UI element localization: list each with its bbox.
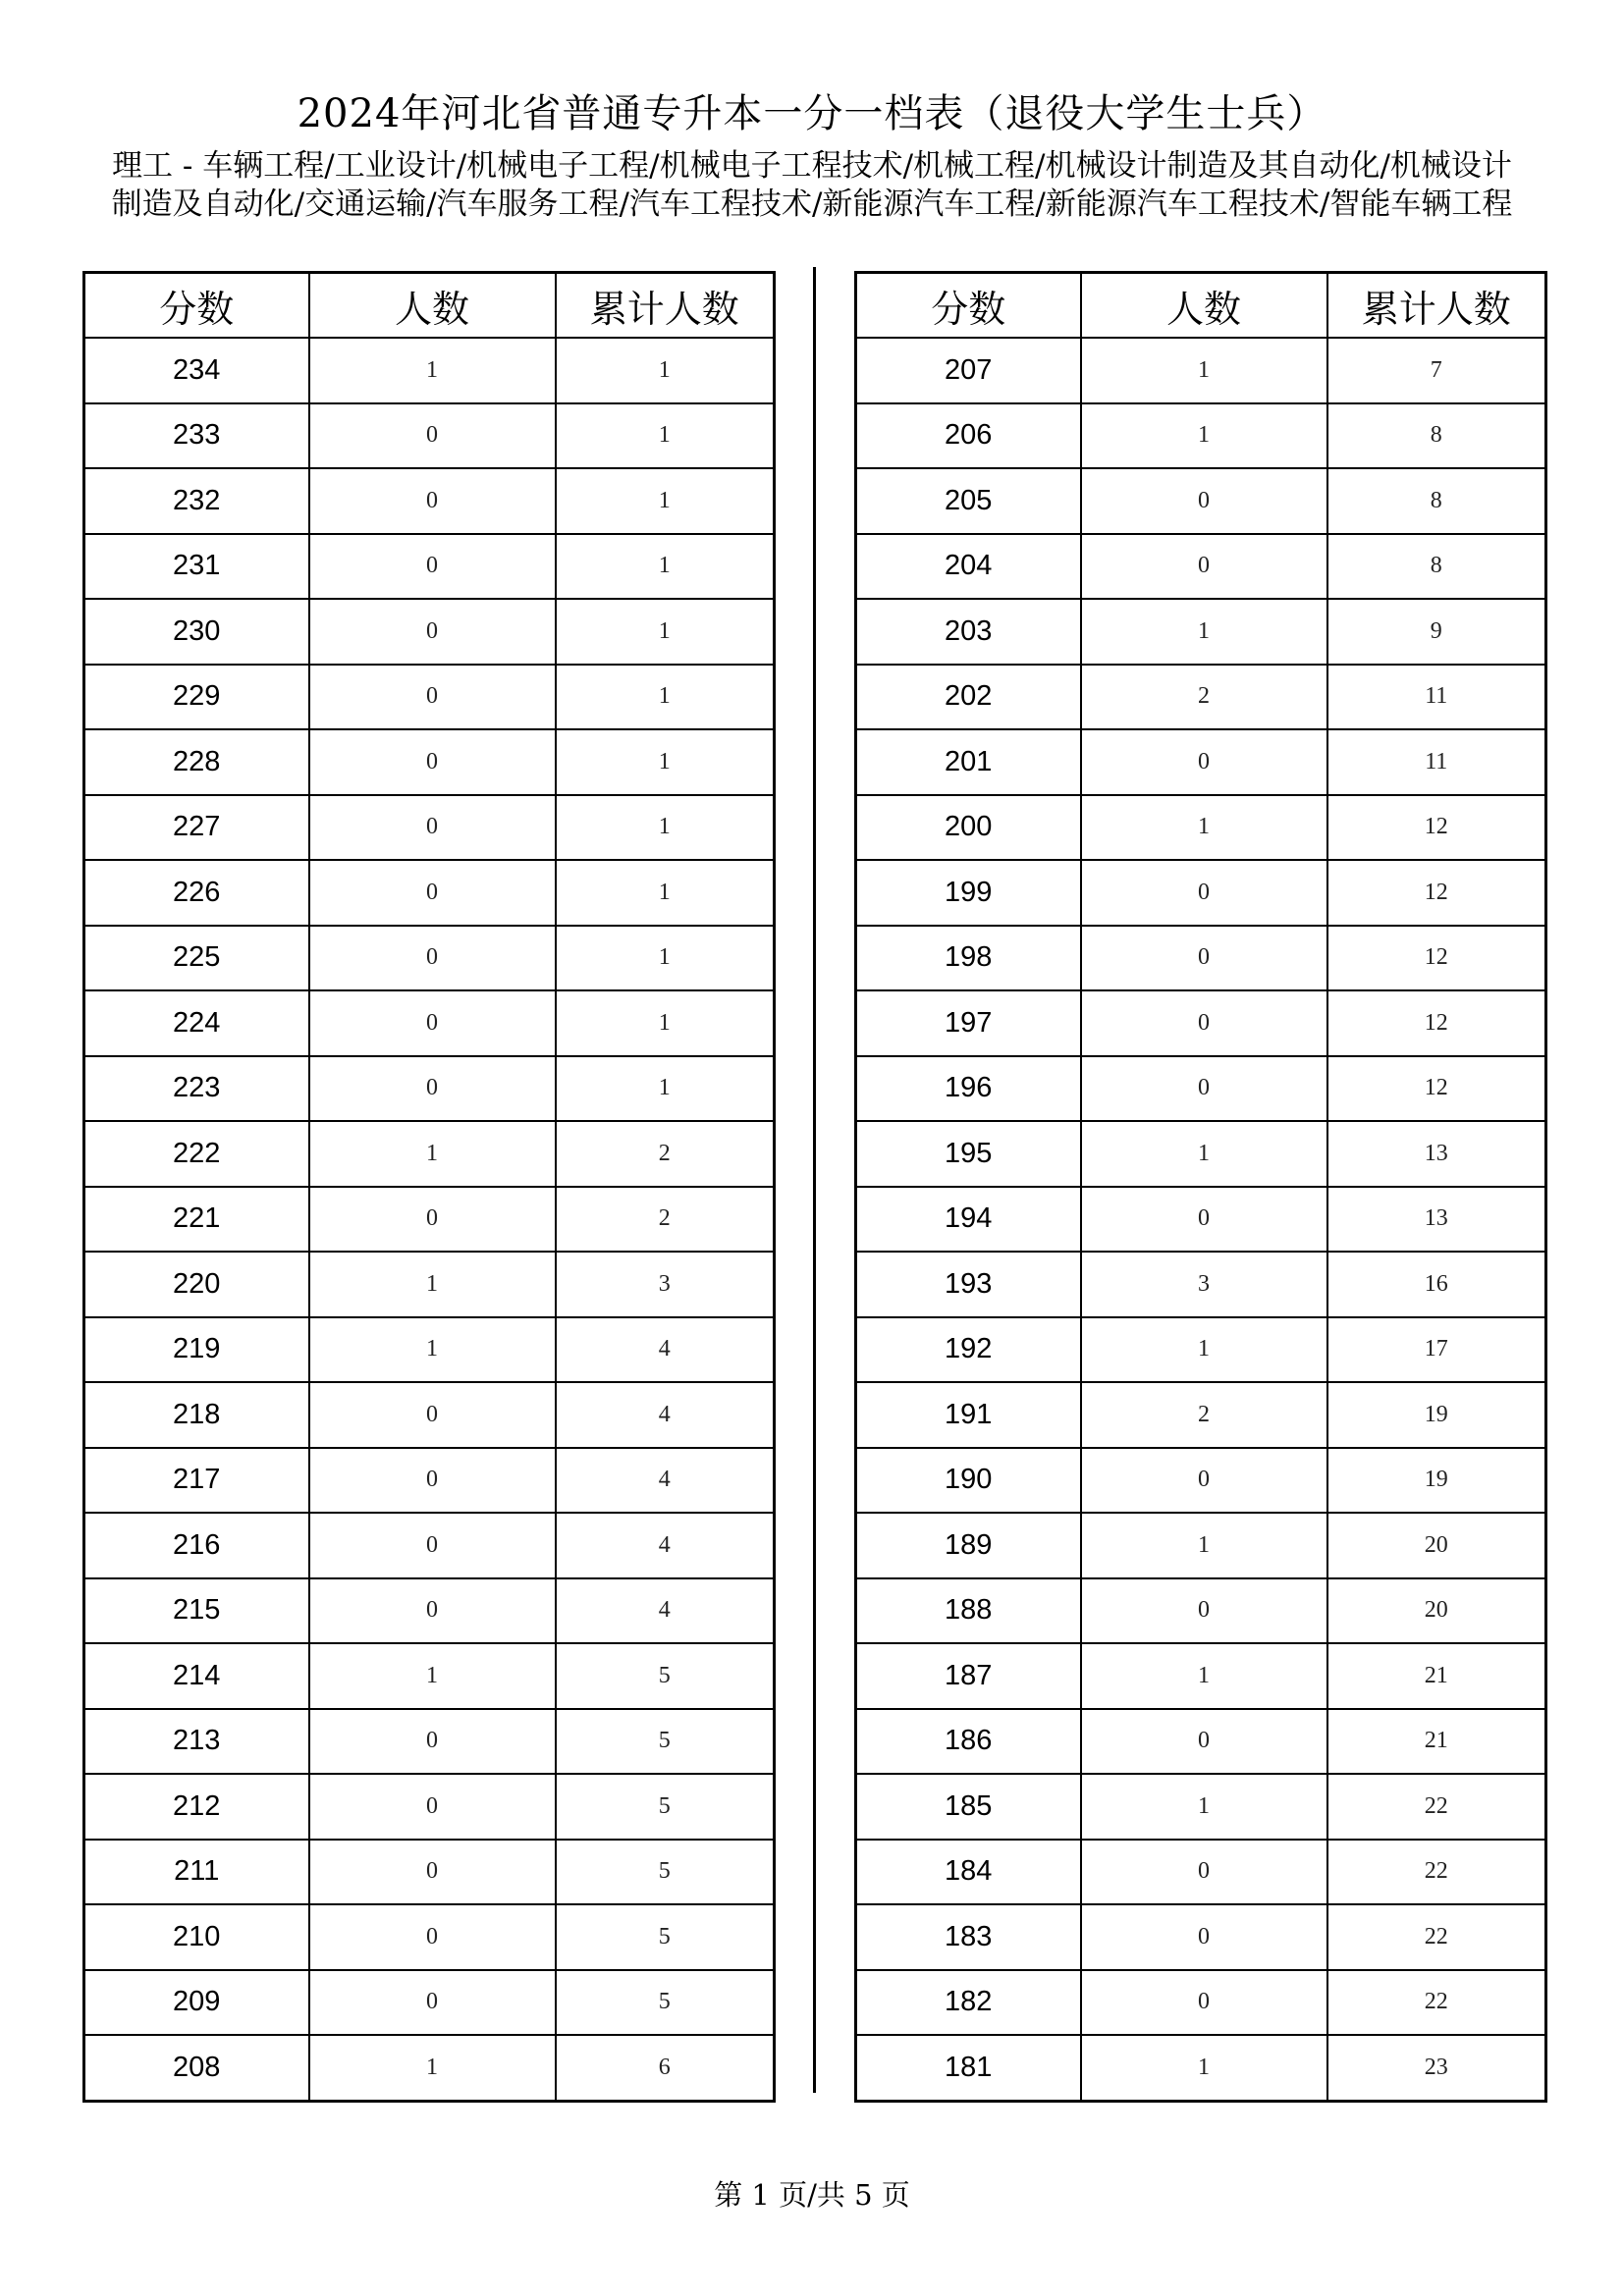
- score-cell: 234: [84, 338, 309, 403]
- score-table-right: [854, 271, 1547, 2103]
- cumulative-cell: 1: [556, 795, 775, 861]
- table-row: [856, 468, 1546, 534]
- count-cell: 2: [1081, 665, 1327, 730]
- score-cell: 232: [84, 468, 309, 534]
- cumulative-cell: 5: [556, 1709, 775, 1775]
- cumulative-cell: 12: [1327, 1056, 1546, 1122]
- header-cumulative: 累计人数: [1327, 273, 1546, 339]
- table-row: [84, 1774, 775, 1840]
- score-cell: 200: [856, 795, 1081, 861]
- score-cell: 210: [84, 1904, 309, 1970]
- count-cell: 1: [1081, 2035, 1327, 2101]
- page-subtitle: 理工 - 车辆工程/工业设计/机械电子工程/机械电子工程技术/机械工程/机械设计制造及其自动化/机械设计制造及自动化/交通运输/汽车服务工程/汽车工程技术/新能源汽车工程/新能源汽车工程技术/智能车辆工程: [111, 148, 1513, 222]
- table-row: [856, 599, 1546, 665]
- cumulative-cell: 11: [1327, 665, 1546, 730]
- count-cell: 0: [309, 860, 556, 926]
- cumulative-cell: 2: [556, 1121, 775, 1187]
- cumulative-cell: 1: [556, 1056, 775, 1122]
- table-row: [856, 729, 1546, 795]
- score-cell: 203: [856, 599, 1081, 665]
- count-cell: 1: [309, 1121, 556, 1187]
- score-cell: 228: [84, 729, 309, 795]
- table-row: [856, 1187, 1546, 1253]
- count-cell: 1: [309, 2035, 556, 2101]
- table-row: [84, 1121, 775, 1187]
- cumulative-cell: 5: [556, 1643, 775, 1709]
- count-cell: 0: [309, 1840, 556, 1905]
- count-cell: 0: [309, 990, 556, 1056]
- table-row: [856, 1121, 1546, 1187]
- count-cell: 0: [309, 403, 556, 469]
- score-cell: 224: [84, 990, 309, 1056]
- table-row: [84, 990, 775, 1056]
- count-cell: 1: [309, 338, 556, 403]
- cumulative-cell: 1: [556, 729, 775, 795]
- count-cell: 0: [1081, 1904, 1327, 1970]
- cumulative-cell: 12: [1327, 926, 1546, 991]
- count-cell: 0: [309, 1056, 556, 1122]
- count-cell: 0: [1081, 1840, 1327, 1905]
- cumulative-cell: 9: [1327, 599, 1546, 665]
- cumulative-cell: 1: [556, 403, 775, 469]
- cumulative-cell: 5: [556, 1774, 775, 1840]
- cumulative-cell: 11: [1327, 729, 1546, 795]
- score-cell: 227: [84, 795, 309, 861]
- score-cell: 214: [84, 1643, 309, 1709]
- score-cell: 220: [84, 1252, 309, 1317]
- cumulative-cell: 4: [556, 1317, 775, 1383]
- cumulative-cell: 22: [1327, 1840, 1546, 1905]
- count-cell: 0: [309, 665, 556, 730]
- score-cell: 191: [856, 1382, 1081, 1448]
- score-cell: 196: [856, 1056, 1081, 1122]
- score-cell: 199: [856, 860, 1081, 926]
- count-cell: 1: [1081, 795, 1327, 861]
- count-cell: 0: [1081, 1056, 1327, 1122]
- score-cell: 204: [856, 534, 1081, 600]
- header-count: 人数: [1081, 273, 1327, 339]
- cumulative-cell: 4: [556, 1513, 775, 1578]
- score-cell: 193: [856, 1252, 1081, 1317]
- cumulative-cell: 19: [1327, 1382, 1546, 1448]
- score-cell: 223: [84, 1056, 309, 1122]
- cumulative-cell: 1: [556, 534, 775, 600]
- table-row: [84, 926, 775, 991]
- table-row: [84, 1904, 775, 1970]
- count-cell: 0: [1081, 1448, 1327, 1514]
- cumulative-cell: 2: [556, 1187, 775, 1253]
- cumulative-cell: 16: [1327, 1252, 1546, 1317]
- count-cell: 0: [309, 599, 556, 665]
- score-cell: 219: [84, 1317, 309, 1383]
- table-row: [856, 990, 1546, 1056]
- score-cell: 187: [856, 1643, 1081, 1709]
- table-row: [84, 1513, 775, 1578]
- score-cell: 208: [84, 2035, 309, 2101]
- cumulative-cell: 13: [1327, 1187, 1546, 1253]
- cumulative-cell: 21: [1327, 1709, 1546, 1775]
- count-cell: 0: [309, 926, 556, 991]
- table-row: [84, 338, 775, 403]
- table-row: [84, 468, 775, 534]
- score-cell: 185: [856, 1774, 1081, 1840]
- cumulative-cell: 12: [1327, 795, 1546, 861]
- header-score: 分数: [856, 273, 1081, 339]
- cumulative-cell: 19: [1327, 1448, 1546, 1514]
- table-row: [856, 665, 1546, 730]
- score-cell: 192: [856, 1317, 1081, 1383]
- cumulative-cell: 1: [556, 860, 775, 926]
- cumulative-cell: 8: [1327, 403, 1546, 469]
- table-row: [856, 1448, 1546, 1514]
- count-cell: 3: [1081, 1252, 1327, 1317]
- score-cell: 225: [84, 926, 309, 991]
- table-row: [84, 1840, 775, 1905]
- count-cell: 0: [309, 1774, 556, 1840]
- count-cell: 0: [309, 1578, 556, 1644]
- count-cell: 1: [1081, 1643, 1327, 1709]
- count-cell: 1: [1081, 1774, 1327, 1840]
- score-cell: 211: [84, 1840, 309, 1905]
- table-header-row: [84, 273, 775, 339]
- header-score: 分数: [84, 273, 309, 339]
- table-row: [84, 1643, 775, 1709]
- count-cell: 0: [1081, 990, 1327, 1056]
- count-cell: 0: [1081, 729, 1327, 795]
- cumulative-cell: 1: [556, 665, 775, 730]
- table-row: [856, 795, 1546, 861]
- count-cell: 0: [1081, 1970, 1327, 2036]
- header-count: 人数: [309, 273, 556, 339]
- cumulative-cell: 8: [1327, 468, 1546, 534]
- count-cell: 1: [1081, 1513, 1327, 1578]
- table-row: [84, 665, 775, 730]
- table-row: [84, 534, 775, 600]
- count-cell: 2: [1081, 1382, 1327, 1448]
- cumulative-cell: 20: [1327, 1513, 1546, 1578]
- table-row: [84, 729, 775, 795]
- table-row: [856, 338, 1546, 403]
- cumulative-cell: 17: [1327, 1317, 1546, 1383]
- count-cell: 1: [1081, 1317, 1327, 1383]
- count-cell: 0: [1081, 1709, 1327, 1775]
- cumulative-cell: 5: [556, 1970, 775, 2036]
- count-cell: 0: [309, 729, 556, 795]
- cumulative-cell: 4: [556, 1382, 775, 1448]
- table-row: [84, 1970, 775, 2036]
- score-cell: 182: [856, 1970, 1081, 2036]
- table-row: [84, 1382, 775, 1448]
- score-cell: 226: [84, 860, 309, 926]
- score-cell: 189: [856, 1513, 1081, 1578]
- cumulative-cell: 20: [1327, 1578, 1546, 1644]
- cumulative-cell: 1: [556, 468, 775, 534]
- cumulative-cell: 1: [556, 599, 775, 665]
- table-row: [84, 1252, 775, 1317]
- score-cell: 222: [84, 1121, 309, 1187]
- score-cell: 201: [856, 729, 1081, 795]
- page-title: 2024年河北省普通专升本一分一档表（退役大学生士兵）: [297, 91, 1327, 136]
- cumulative-cell: 12: [1327, 990, 1546, 1056]
- cumulative-cell: 12: [1327, 860, 1546, 926]
- count-cell: 0: [1081, 860, 1327, 926]
- table-row: [856, 1578, 1546, 1644]
- count-cell: 1: [309, 1317, 556, 1383]
- cumulative-cell: 3: [556, 1252, 775, 1317]
- score-cell: 212: [84, 1774, 309, 1840]
- count-cell: 0: [1081, 1578, 1327, 1644]
- page-footer: 第 1 页/共 5 页: [714, 2178, 910, 2212]
- table-row: [84, 1578, 775, 1644]
- table-row: [84, 1187, 775, 1253]
- score-cell: 186: [856, 1709, 1081, 1775]
- count-cell: 0: [309, 468, 556, 534]
- count-cell: 1: [1081, 1121, 1327, 1187]
- table-row: [856, 1643, 1546, 1709]
- cumulative-cell: 8: [1327, 534, 1546, 600]
- table-row: [856, 860, 1546, 926]
- count-cell: 1: [1081, 599, 1327, 665]
- table-row: [84, 795, 775, 861]
- score-cell: 221: [84, 1187, 309, 1253]
- cumulative-cell: 1: [556, 990, 775, 1056]
- cumulative-cell: 22: [1327, 1904, 1546, 1970]
- table-row: [856, 926, 1546, 991]
- score-cell: 202: [856, 665, 1081, 730]
- score-cell: 218: [84, 1382, 309, 1448]
- count-cell: 1: [1081, 403, 1327, 469]
- column-divider: [813, 267, 816, 2093]
- score-cell: 216: [84, 1513, 309, 1578]
- score-cell: 198: [856, 926, 1081, 991]
- table-row: [856, 1056, 1546, 1122]
- cumulative-cell: 4: [556, 1448, 775, 1514]
- score-cell: 205: [856, 468, 1081, 534]
- table-row: [84, 1709, 775, 1775]
- count-cell: 0: [309, 1513, 556, 1578]
- score-table-left: [82, 271, 776, 2103]
- cumulative-cell: 23: [1327, 2035, 1546, 2101]
- count-cell: 0: [309, 534, 556, 600]
- count-cell: 0: [1081, 1187, 1327, 1253]
- header-cumulative: 累计人数: [556, 273, 775, 339]
- count-cell: 0: [309, 1187, 556, 1253]
- table-row: [856, 1970, 1546, 2036]
- table-row: [856, 534, 1546, 600]
- score-cell: 213: [84, 1709, 309, 1775]
- count-cell: 1: [309, 1643, 556, 1709]
- cumulative-cell: 1: [556, 338, 775, 403]
- cumulative-cell: 21: [1327, 1643, 1546, 1709]
- table-row: [856, 1317, 1546, 1383]
- count-cell: 0: [309, 1904, 556, 1970]
- table-row: [856, 1774, 1546, 1840]
- count-cell: 0: [309, 1448, 556, 1514]
- score-cell: 184: [856, 1840, 1081, 1905]
- score-cell: 183: [856, 1904, 1081, 1970]
- table-row: [84, 599, 775, 665]
- table-row: [84, 1056, 775, 1122]
- score-cell: 188: [856, 1578, 1081, 1644]
- cumulative-cell: 5: [556, 1904, 775, 1970]
- cumulative-cell: 22: [1327, 1774, 1546, 1840]
- score-cell: 181: [856, 2035, 1081, 2101]
- cumulative-cell: 4: [556, 1578, 775, 1644]
- table-row: [856, 1382, 1546, 1448]
- count-cell: 0: [1081, 468, 1327, 534]
- table-row: [84, 1317, 775, 1383]
- table-row: [856, 1904, 1546, 1970]
- table-row: [856, 1513, 1546, 1578]
- cumulative-cell: 7: [1327, 338, 1546, 403]
- table-row: [856, 403, 1546, 469]
- count-cell: 0: [309, 1970, 556, 2036]
- table-row: [856, 1840, 1546, 1905]
- score-cell: 197: [856, 990, 1081, 1056]
- cumulative-cell: 13: [1327, 1121, 1546, 1187]
- score-cell: 217: [84, 1448, 309, 1514]
- score-cell: 207: [856, 338, 1081, 403]
- cumulative-cell: 6: [556, 2035, 775, 2101]
- table-row: [84, 403, 775, 469]
- score-cell: 190: [856, 1448, 1081, 1514]
- score-cell: 229: [84, 665, 309, 730]
- count-cell: 1: [309, 1252, 556, 1317]
- count-cell: 0: [1081, 534, 1327, 600]
- count-cell: 0: [309, 795, 556, 861]
- score-cell: 230: [84, 599, 309, 665]
- score-cell: 209: [84, 1970, 309, 2036]
- score-cell: 195: [856, 1121, 1081, 1187]
- table-row: [856, 1709, 1546, 1775]
- count-cell: 0: [309, 1709, 556, 1775]
- score-cell: 215: [84, 1578, 309, 1644]
- cumulative-cell: 1: [556, 926, 775, 991]
- count-cell: 0: [309, 1382, 556, 1448]
- table-row: [856, 2035, 1546, 2101]
- table-header-row: [856, 273, 1546, 339]
- table-row: [856, 1252, 1546, 1317]
- score-cell: 231: [84, 534, 309, 600]
- table-row: [84, 2035, 775, 2101]
- table-row: [84, 860, 775, 926]
- score-cell: 194: [856, 1187, 1081, 1253]
- table-row: [84, 1448, 775, 1514]
- score-cell: 233: [84, 403, 309, 469]
- count-cell: 0: [1081, 926, 1327, 991]
- count-cell: 1: [1081, 338, 1327, 403]
- cumulative-cell: 5: [556, 1840, 775, 1905]
- cumulative-cell: 22: [1327, 1970, 1546, 2036]
- score-cell: 206: [856, 403, 1081, 469]
